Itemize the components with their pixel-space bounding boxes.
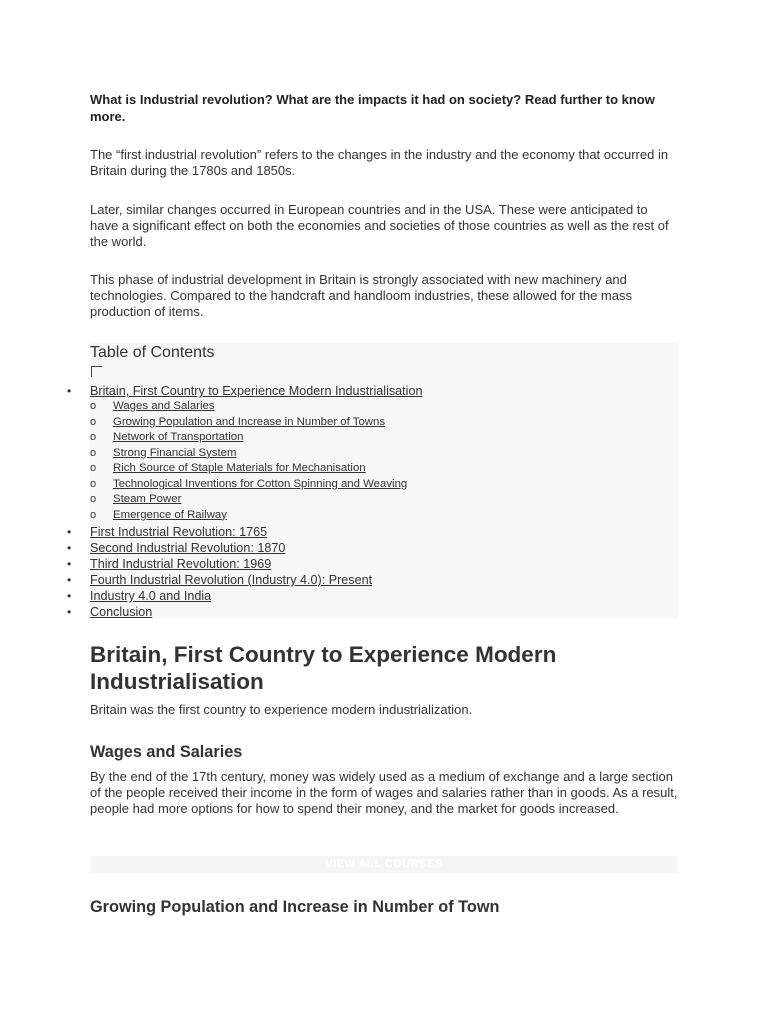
toc-sublink[interactable]: Steam Power xyxy=(113,493,182,505)
toc-sublink[interactable]: Rich Source of Staple Materials for Mechanisation xyxy=(113,462,366,474)
toc-sublist xyxy=(90,399,678,523)
toc-item xyxy=(67,524,678,540)
paragraph-britain: Britain was the first country to experience modern industrialization. xyxy=(90,702,473,717)
toc-sublink[interactable]: Network of Transportation xyxy=(113,431,244,443)
paragraph-wages: By the end of the 17th century, money was widely used as a medium of exchange and a large section of the people received their income in the form of wages and salaries rather than in goods. As a result, people had more options for how to spend their money, and the market for goods increased. xyxy=(90,769,678,817)
bullet-icon: • xyxy=(67,525,72,539)
toc-item xyxy=(67,572,678,588)
toc-sublink[interactable]: Growing Population and Increase in Number of Towns xyxy=(113,415,386,428)
toc-link[interactable]: First Industrial Revolution: 1765 xyxy=(90,525,268,539)
bullet-icon: • xyxy=(67,557,72,571)
toc-title: Table of Contents xyxy=(90,344,215,361)
bullet-icon: • xyxy=(67,541,72,555)
circle-bullet-icon: o xyxy=(90,508,97,521)
bullet-icon: • xyxy=(67,573,72,587)
section-heading-britain: Britain, First Country to Experience Modern Industrialisation xyxy=(90,642,557,694)
toc-sublink[interactable]: Strong Financial System xyxy=(113,446,237,459)
toc-item xyxy=(67,383,678,399)
view-all-courses-button[interactable]: VIEW ALL COURSES xyxy=(90,856,678,873)
toc-sublink[interactable]: Technological Inventions for Cotton Spinning and Weaving xyxy=(113,477,408,490)
toc-sublink[interactable]: Wages and Salaries xyxy=(113,400,215,412)
toc-subitem xyxy=(90,492,678,508)
circle-bullet-icon: o xyxy=(90,400,97,412)
circle-bullet-icon: o xyxy=(90,415,97,428)
toc-link[interactable]: Britain, First Country to Experience Modern Industrialisation xyxy=(90,384,423,398)
toc-subitem xyxy=(90,477,678,493)
toc-subitem xyxy=(90,430,678,446)
bullet-icon: • xyxy=(67,589,72,603)
toc-subitem xyxy=(90,508,678,524)
paragraph-first-revolution: The “first industrial revolution” refers to the changes in the industry and the economy that occurred in Britain during the 1780s and 1850s. xyxy=(90,147,669,179)
toc-toggle-icon[interactable] xyxy=(91,366,102,377)
circle-bullet-icon: o xyxy=(90,477,97,490)
circle-bullet-icon: o xyxy=(90,431,97,443)
toc-item xyxy=(67,540,678,556)
toc-list xyxy=(67,383,678,620)
toc-subitem xyxy=(90,461,678,477)
bullet-icon: • xyxy=(67,384,72,398)
circle-bullet-icon: o xyxy=(90,493,97,505)
section-heading-population: Growing Population and Increase in Number of Town xyxy=(90,898,500,916)
toc-sublink[interactable]: Emergence of Railway xyxy=(113,508,227,521)
toc-subitem xyxy=(90,415,678,431)
paragraph-europe-usa: Later, similar changes occurred in European countries and in the USA. These were anticipated to have a significant effect on both the economies and societies of those countries as well as the rest of the world. xyxy=(90,202,669,250)
toc-subitem xyxy=(90,399,678,415)
toc-link[interactable]: Second Industrial Revolution: 1870 xyxy=(90,541,286,555)
toc-link[interactable]: Industry 4.0 and India xyxy=(90,589,212,603)
toc-subitem xyxy=(90,446,678,462)
toc-item xyxy=(67,588,678,604)
toc-link[interactable]: Conclusion xyxy=(90,605,153,619)
toc-item xyxy=(67,556,678,572)
toc-item xyxy=(67,604,678,620)
toc-link[interactable]: Fourth Industrial Revolution (Industry 4.0): Present xyxy=(90,573,373,587)
paragraph-machinery: This phase of industrial development in Britain is strongly associated with new machinery and technologies. Compared to the handcraft and handloom industries, these allowed for the mass production of items. xyxy=(90,272,632,320)
circle-bullet-icon: o xyxy=(90,446,97,459)
section-heading-wages: Wages and Salaries xyxy=(90,743,243,761)
intro-question: What is Industrial revolution? What are the impacts it had on society? Read further to know more. xyxy=(90,92,655,124)
toc-link[interactable]: Third Industrial Revolution: 1969 xyxy=(90,557,272,571)
table-of-contents xyxy=(67,343,678,619)
circle-bullet-icon: o xyxy=(90,462,97,474)
bullet-icon: • xyxy=(67,605,72,619)
